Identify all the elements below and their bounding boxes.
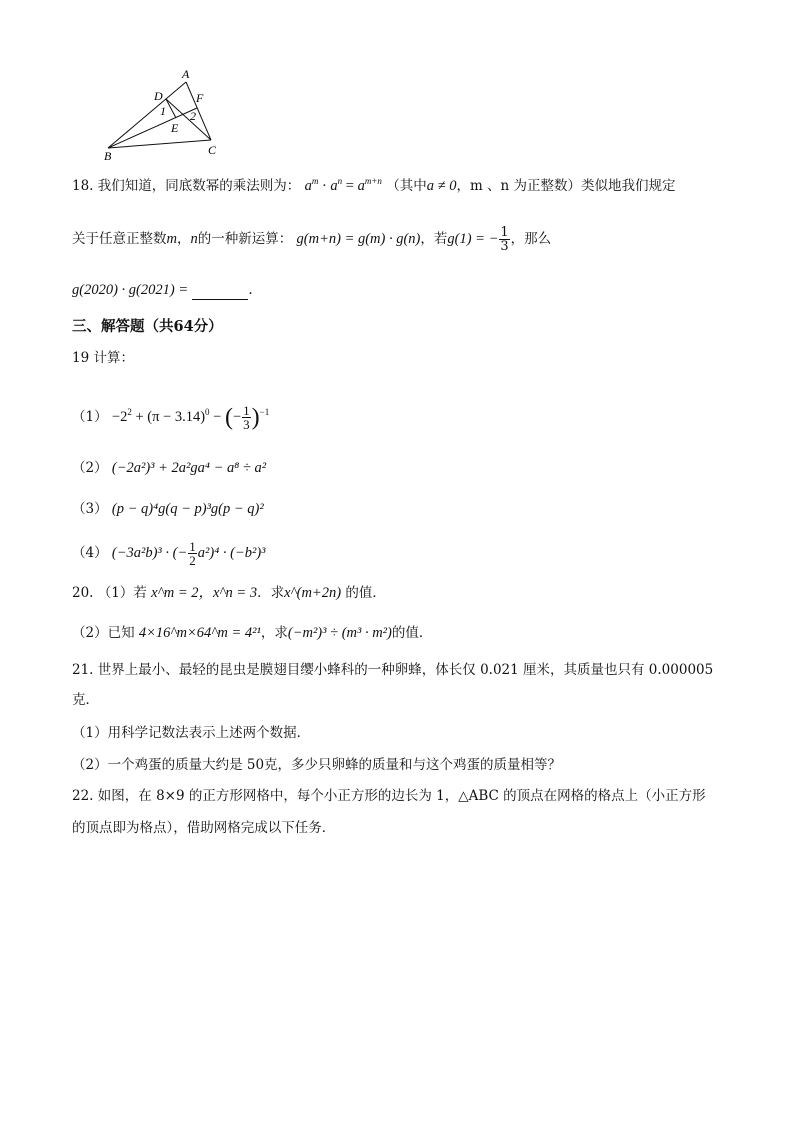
q20-p1-text: ．求 [257, 585, 285, 601]
q19-p2-label: （2） [72, 460, 108, 476]
q22-line-2: 的顶点即为格点），借助网格完成以下任务． [72, 820, 336, 836]
q18-line2-text2: 的一种新运算： [197, 231, 293, 247]
q18-line-3 [72, 280, 253, 300]
q21-part-1: （1）用科学记数法表示上述两个数据． [72, 725, 311, 741]
label-e: E [171, 121, 179, 135]
q18-line2-text: 关于任意正整数 [72, 231, 167, 247]
q21-line-1 [72, 660, 713, 680]
q19-p1-expr: $-2^2 + (\pi - 3.14)^0$ − (− $\frac{1}{3}$ )$^{-1}$ [111, 403, 270, 432]
label-a: A [182, 67, 190, 81]
q20-p2-label: （2）已知 [72, 625, 135, 641]
q20-p1-label: （1）若 [97, 585, 147, 601]
q20-p1-target: x^(m+2n) [284, 585, 342, 601]
q18-line2-m: m [166, 231, 177, 247]
q20-p2-expr: 4×16^m×64^m = 4²¹ [138, 625, 261, 641]
q18-new-op: g(m+n) = g(m) · g(n) [296, 231, 421, 247]
q18-number: 18. [72, 178, 94, 194]
q20-p2-end: 的值． [391, 625, 433, 641]
q19-p4-label: （4） [72, 544, 108, 561]
q22-text-1: 如图，在 8×9 的正方形网格中，每个小正方形的边长为 1，△ABC 的顶点在网格的格点上（小正方形 [97, 788, 706, 804]
q19-p1-label: （1） [72, 408, 108, 425]
q20-number: 20. [72, 585, 94, 601]
q21-number: 21. [72, 662, 94, 678]
q19-number: 19 [72, 350, 90, 366]
q18-rule: $a^m \cdot a^n = a^{m+n}$ [304, 176, 382, 194]
q21-text-1: 世界上最小、最轻的昆虫是膜翅目缨小蜂科的一种卵蜂，体长仅 0.021 厘米，其质量也只有 0.000005 [97, 662, 714, 678]
label-d: D [154, 89, 163, 103]
q19-p3-label: （3） [72, 501, 108, 517]
q20-p1-expr: x^m = 2，x^n = 3 [151, 585, 258, 601]
q22-line-1 [72, 786, 706, 806]
q19-part-3 [72, 499, 264, 519]
q20-p2-target: (−m²)³ ÷ (m³ · m²) [287, 625, 392, 641]
q20-part-1 [72, 583, 386, 603]
q18-answer-blank[interactable] [192, 285, 248, 300]
triangle-figure [96, 64, 236, 164]
label-angle-2: 2 [190, 109, 196, 123]
q18-ask: g(2020) · g(2021) = [72, 282, 189, 298]
label-b: B [104, 149, 112, 163]
q18-fraction: $\frac{1}{3}$ [500, 225, 509, 254]
q18-line2-n: n [190, 231, 198, 247]
q19-p4-expr: (−3a²b)³ · (− $\frac{1}{2}$ a²)⁴ · (−b²)³ [111, 539, 266, 568]
label-f: F [196, 91, 204, 105]
q18-line-2 [72, 226, 551, 253]
q18-cond-mn: ，m 、n 为正整数）类似地我们规定 [456, 178, 676, 194]
section-3-title: 三、解答题（共64分） [72, 318, 223, 335]
q19-part-1 [72, 404, 269, 431]
q19-p2-expr: (−2a²)³ + 2a²ga⁴ − a⁸ ÷ a² [111, 460, 267, 476]
q18-line2-sep: ， [176, 231, 191, 247]
q21-line-2: 克． [72, 692, 99, 708]
q19-header [72, 348, 134, 368]
label-c: C [208, 143, 217, 157]
q18-then: ，那么 [510, 231, 552, 247]
q18-line-1 [72, 176, 676, 196]
q18-cond-open: （其中 [386, 178, 427, 194]
q21-part-2: （2）一个鸡蛋的质量大约是 50克，多少只卵蜂的质量和与这个鸡蛋的质量相等？ [72, 757, 562, 773]
q22-number: 22. [72, 788, 94, 804]
q20-part-2 [72, 623, 432, 643]
q19-part-2 [72, 458, 266, 478]
label-angle-1: 1 [160, 104, 166, 118]
q19-label: 计算： [93, 350, 134, 366]
q18-if-text: ，若 [420, 231, 448, 247]
q18-intro: 我们知道，同底数幂的乘法则为： [97, 178, 301, 194]
q20-p1-end: 的值． [345, 585, 386, 601]
q18-g1: g(1) = − [447, 231, 499, 247]
q19-p3-expr: (p − q)⁴g(q − p)³g(p − q)² [111, 501, 264, 517]
q18-end: . [248, 282, 253, 298]
q19-part-4 [72, 540, 266, 567]
q20-p2-text: ，求 [260, 625, 288, 641]
q18-cond-a: a ≠ 0 [426, 178, 457, 194]
segment-de [166, 99, 176, 118]
